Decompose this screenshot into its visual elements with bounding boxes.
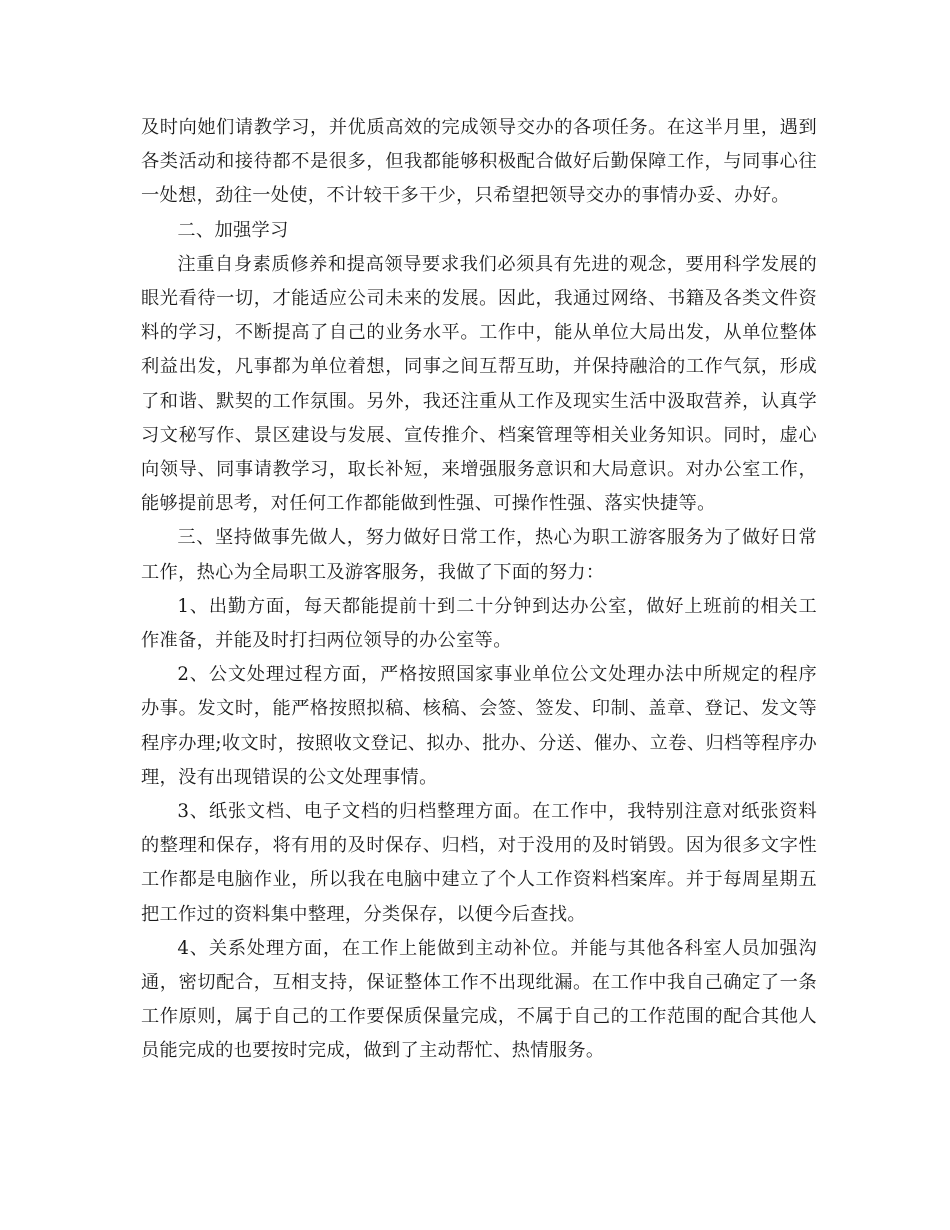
list-item-document-processing: 2、公文处理过程方面，严格按照国家事业单位公文处理办法中所规定的程序办事。发文时，能严格按照拟稿、核稿、会签、签发、印制、盖章、登记、发文等程序办理;收文时，按照收文登记、拟办、批办、分送、催办、立卷、归档等程序办理，没有出现错误的公文处理事情。 (141, 664, 817, 788)
document-body (141, 111, 817, 1069)
list-item-attendance: 1、出勤方面，每天都能提前十到二十分钟到达办公室，做好上班前的相关工作准备，并能及时打扫两位领导的办公室等。 (141, 595, 817, 652)
paragraph-continuation: 及时向她们请教学习，并优质高效的完成领导交办的各项任务。在这半月里，遇到各类活动和接待都不是很多，但我都能够积极配合做好后勤保障工作，与同事心往一处想，劲往一处使，不计较干多干少，只希望把领导交办的事情办妥、办好。 (141, 117, 817, 207)
list-item-archiving: 3、纸张文档、电子文档的归档整理方面。在工作中，我特别注意对纸张资料的整理和保存，将有用的及时保存、归档，对于没用的及时销毁。因为很多文字性工作都是电脑作业，所以我在电脑中建立了个人工作资料档案库。并于每周星期五把工作过的资料集中整理，分类保存，以便今后查找。 (141, 801, 817, 925)
paragraph-learning: 注重自身素质修养和提高领导要求我们必须具有先进的观念，要用科学发展的眼光看待一切，才能适应公司未来的发展。因此，我通过网络、书籍及各类文件资料的学习，不断提高了自己的业务水平。工作中，能从单位大局出发，从单位整体利益出发，凡事都为单位着想，同事之间互帮互助，并保持融洽的工作气氛，形成了和谐、默契的工作氛围。另外，我还注重从工作及现实生活中汲取营养，认真学习文秘写作、景区建设与发展、宣传推介、档案管理等相关业务知识。同时，虚心向领导、同事请教学习，取长补短，来增强服务意识和大局意识。对办公室工作，能够提前思考，对任何工作都能做到性强、可操作性强、落实快捷等。 (141, 253, 817, 515)
section-heading-daily-work: 三、坚持做事先做人，努力做好日常工作，热心为职工游客服务为了做好日常工作，热心为全局职工及游客服务，我做了下面的努力： (141, 527, 817, 583)
section-heading-strengthen-learning: 二、加强学习 (177, 219, 289, 241)
list-item-relationships: 4、关系处理方面，在工作上能做到主动补位。并能与其他各科室人员加强沟通，密切配合，互相支持，保证整体工作不出现纰漏。在工作中我自己确定了一条工作原则，属于自己的工作要保质保量完成，不属于自己的工作范围的配合其他人员能完成的也要按时完成，做到了主动帮忙、热情服务。 (141, 937, 817, 1062)
